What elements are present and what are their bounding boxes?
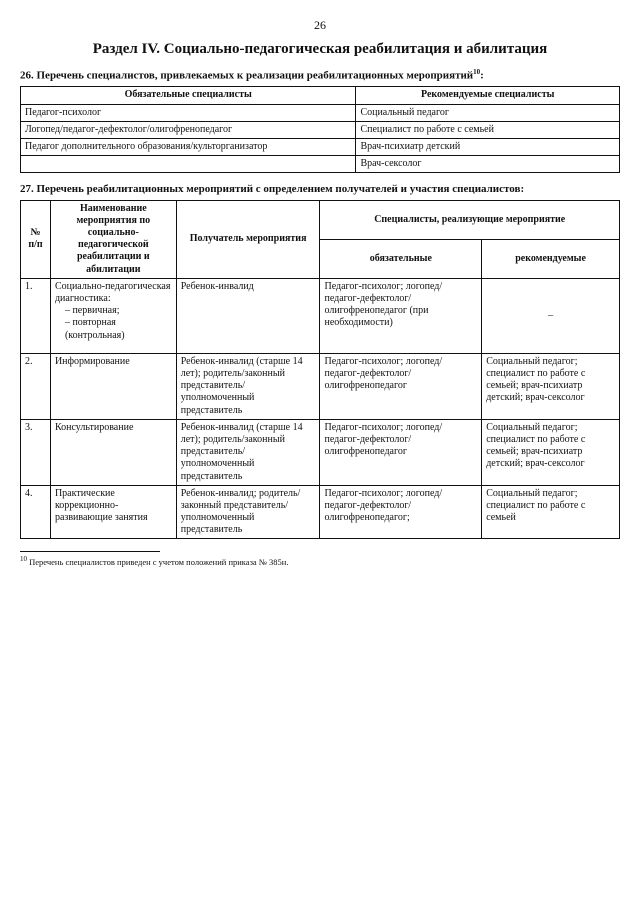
table-row — [21, 156, 620, 173]
section-27-heading: 27. Перечень реабилитационных мероприятий с определением получателей и участия специалистов: — [20, 183, 525, 196]
activity-recommended-specialists: Социальный педагог; специалист по работе с семьей; врач-психиатр детский; врач-сексолог — [482, 419, 620, 485]
section-26-heading — [20, 68, 620, 83]
recommended-specialist: Врач-сексолог — [356, 156, 620, 173]
activity-recommended-specialists: Социальный педагог; специалист по работе с семьей — [482, 485, 620, 539]
activity-mandatory-specialists: Педагог-психолог; логопед/педагог-дефектолог/олигофренопедагог — [320, 419, 482, 485]
footnote — [20, 555, 620, 567]
mandatory-specialist: Педагог-психолог — [21, 104, 356, 121]
recommended-specialist: Врач-психиатр детский — [356, 138, 620, 155]
activity-recommended-specialists: – — [482, 278, 620, 353]
activity-mandatory-specialists: Педагог-психолог; логопед/педагог-дефектолог/олигофренопедагог (при необходимости) — [320, 278, 482, 353]
table-row — [21, 419, 620, 485]
activity-recipient: Ребенок-инвалид; родитель/законный представитель/уполномоченный представитель — [176, 485, 320, 539]
mandatory-specialist: Логопед/педагог-дефектолог/олигофренопедагог — [21, 121, 356, 138]
mandatory-specialist: Педагог дополнительного образования/культорганизатор — [21, 138, 356, 155]
activity-name — [50, 278, 176, 353]
activity-name-text: Социально-педагогическая диагностика: — [54, 280, 171, 305]
specialists-header: Специалисты, реализующие мероприятие — [320, 200, 620, 239]
table-row — [21, 278, 620, 353]
row-number: 2. — [21, 353, 51, 419]
footnote-reference: 10 — [473, 68, 481, 77]
table-row — [21, 353, 620, 419]
activity-recipient: Ребенок-инвалид (старше 14 лет); родитель/законный представитель/уполномоченный представитель — [176, 353, 320, 419]
footnote-divider — [20, 551, 160, 552]
activity-name: Информирование — [50, 353, 176, 419]
activity-mandatory-specialists: Педагог-психолог; логопед/педагог-дефектолог/олигофренопедагог — [320, 353, 482, 419]
specialists-header-row — [21, 87, 620, 104]
footnote-text: Перечень специалистов приведен с учетом положений приказа № 385н. — [29, 557, 289, 568]
page-number: 26 — [314, 18, 326, 32]
mandatory-header: обязательные — [320, 239, 482, 278]
section-26-heading-text: 26. Перечень специалистов, привлекаемых к реализации реабилитационных мероприятий — [20, 69, 474, 82]
specialists-table — [20, 86, 620, 173]
table-row — [21, 485, 620, 539]
section-26-heading-end: : — [480, 69, 484, 82]
table-row — [21, 121, 620, 138]
number-header: № п/п — [21, 200, 51, 278]
section-title: Раздел IV. Социально-педагогическая реабилитация и абилитация — [92, 41, 548, 57]
activity-recipient: Ребенок-инвалид — [176, 278, 320, 353]
mandatory-specialists-header: Обязательные специалисты — [21, 87, 356, 104]
activity-subitem: – повторная (контрольная) — [64, 317, 125, 341]
recommended-header: рекомендуемые — [482, 239, 620, 278]
mandatory-specialist — [21, 156, 356, 173]
activity-name: Консультирование — [50, 419, 176, 485]
activity-subitem: – первичная; — [64, 305, 120, 317]
footnote-mark: 10 — [20, 555, 27, 564]
row-number: 4. — [21, 485, 51, 539]
table-row — [21, 138, 620, 155]
row-number: 3. — [21, 419, 51, 485]
page-content — [20, 40, 620, 568]
activity-name: Практические коррекционно-развивающие занятия — [50, 485, 176, 539]
table-row — [21, 104, 620, 121]
activities-header-row — [21, 200, 620, 239]
recommended-specialist: Социальный педагог — [356, 104, 620, 121]
recipient-header: Получатель мероприятия — [176, 200, 320, 278]
activity-recipient: Ребенок-инвалид (старше 14 лет); родитель/законный представитель/уполномоченный представитель — [176, 419, 320, 485]
recommended-specialists-header: Рекомендуемые специалисты — [356, 87, 620, 104]
activity-name-header: Наименование мероприятия по социально-педагогической реабилитации и абилитации — [50, 200, 176, 278]
activities-table — [20, 200, 620, 540]
recommended-specialist: Специалист по работе с семьей — [356, 121, 620, 138]
activity-recommended-specialists: Социальный педагог; специалист по работе с семьей; врач-психиатр детский; врач-сексолог — [482, 353, 620, 419]
activity-mandatory-specialists: Педагог-психолог; логопед/педагог-дефектолог/олигофренопедагог; — [320, 485, 482, 539]
row-number: 1. — [21, 278, 51, 353]
